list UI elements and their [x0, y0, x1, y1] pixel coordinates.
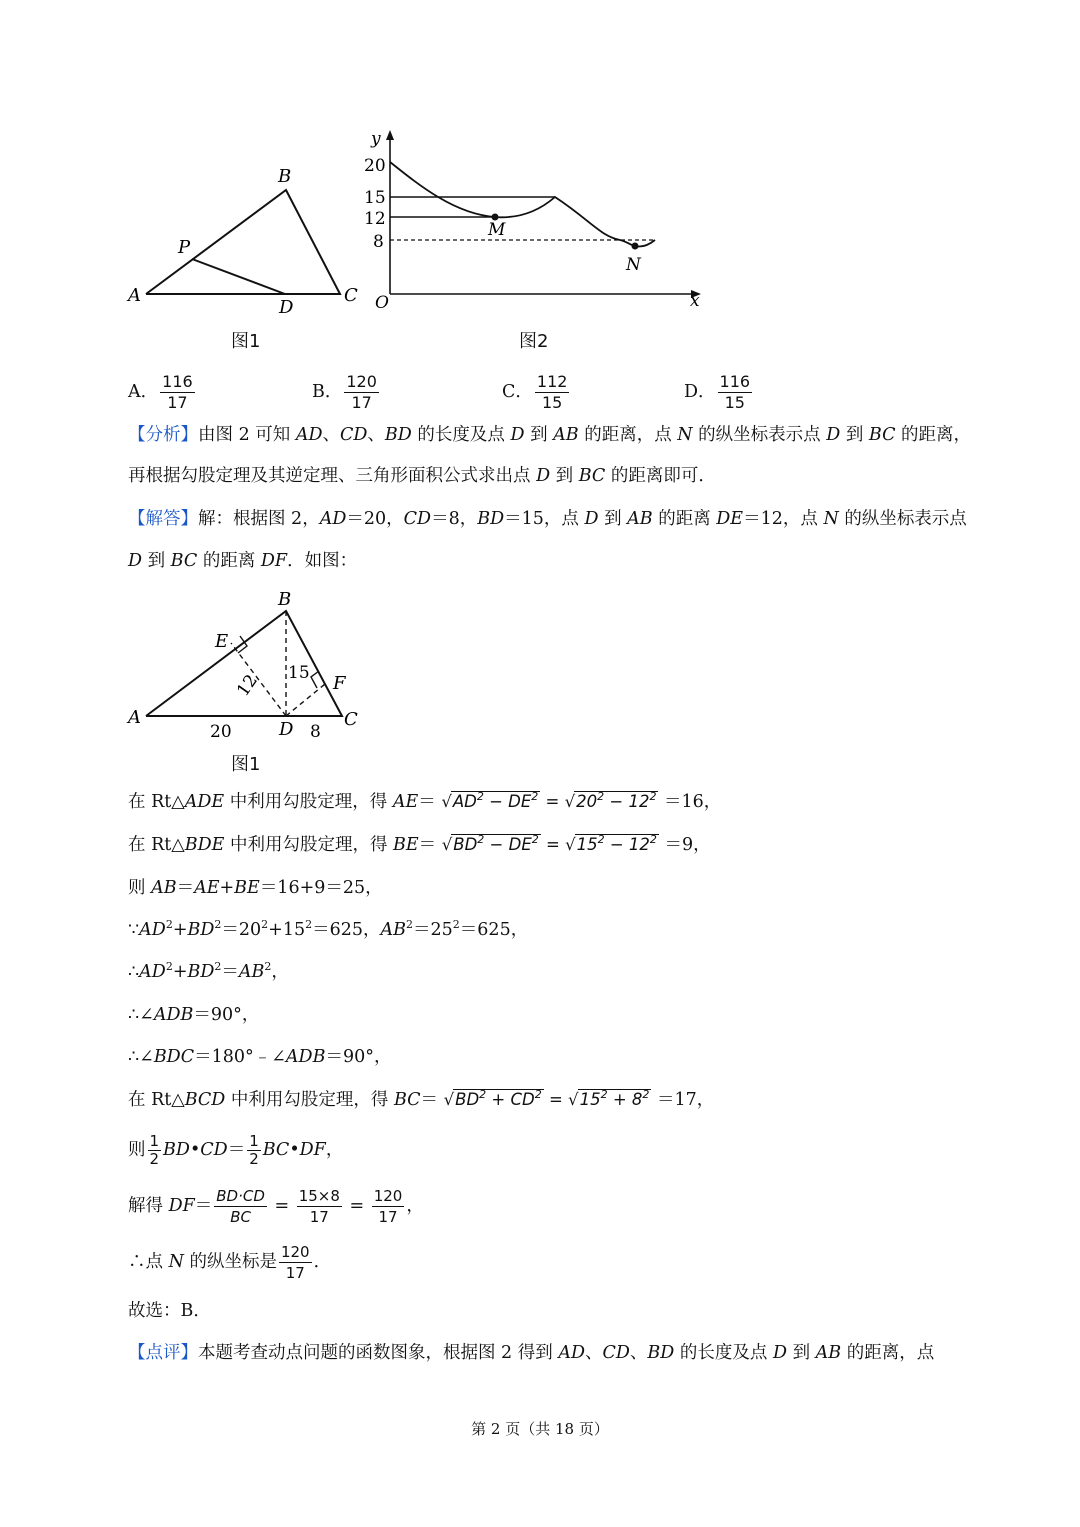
label-b: B	[278, 589, 292, 610]
tick-20: 20	[364, 156, 386, 176]
point-n	[632, 243, 639, 250]
page-footer: 第 2 页（共 18 页）	[471, 1420, 609, 1438]
review-paragraph: 【点评】本题考查动点问题的函数图象，根据图 2 得到 AD、CD、BD 的长度及点 D 到 AB 的距离，点	[128, 1343, 935, 1363]
x-axis-label: x	[690, 291, 700, 311]
origin-label: O	[375, 293, 389, 313]
step-bc: 在 Rt△BCD 中利用勾股定理，得 $BC= √BD^2 + CD^2 = √15^2 + 8^2 =17$，	[128, 1088, 715, 1110]
label-a: A	[128, 707, 141, 728]
option-c: C． $\frac{112}{15}$	[502, 372, 568, 412]
segment-pd	[192, 259, 285, 294]
solution-paragraph-line-1: 【解答】解：根据图 2，AD＝20，CD＝8，BD＝15，点 D 到 AB 的距离 DE＝12，点 N 的纵坐标表示点	[128, 509, 967, 529]
tick-15: 15	[364, 188, 386, 208]
option-a: A． $\frac{116}{17}$	[128, 372, 193, 412]
figure-1-caption: 图1	[231, 331, 261, 352]
length-bd: 15	[288, 663, 310, 683]
option-b: B． $\frac{120}{17}$	[312, 372, 377, 412]
solution-paragraph-line-2: D 到 BC 的距离 DF．如图：	[128, 551, 358, 571]
step-area: 则 $\frac{1}{2}$ BD•CD＝ $\frac{1}{2}$ BC•DF，	[128, 1132, 344, 1168]
label-c: C	[344, 709, 358, 730]
step-squares: $\because AD^2+BD^2=20^2+15^2=625$，$AB^2=25^2=625$，	[128, 918, 529, 940]
length-dc: 8	[310, 722, 321, 742]
right-angle-f	[311, 671, 319, 688]
figure-1-triangle	[120, 160, 370, 320]
label-f: F	[333, 673, 346, 694]
tick-8: 8	[373, 232, 384, 252]
step-answer: ∴点 N 的纵坐标是 $\frac{120}{17}$ ．	[128, 1243, 332, 1282]
analysis-paragraph-line-2: 再根据勾股定理及其逆定理、三角形面积公式求出点 D 到 BC 的距离即可．	[128, 466, 716, 486]
label-d: D	[279, 719, 294, 740]
figure-3-caption: 图1	[231, 754, 261, 775]
step-ae: 在 Rt△ADE 中利用勾股定理，得 $AE= √AD^2 - DE^2 = √20^2 - 12^2 =16$，	[128, 790, 722, 812]
analysis-tag: 【分析】	[128, 425, 198, 445]
label-p: P	[178, 237, 191, 258]
step-converse: $\therefore AD^2+BD^2=AB^2$，	[128, 960, 289, 982]
figure-2-graph	[360, 128, 705, 318]
review-tag: 【点评】	[128, 1343, 198, 1363]
y-axis-label: y	[371, 129, 381, 149]
label-c: C	[344, 285, 358, 306]
step-be: 在 Rt△BDE 中利用勾股定理，得 $BE= √BD^2 - DE^2 = √15^2 - 12^2 =9$，	[128, 833, 711, 855]
label-d: D	[279, 297, 294, 318]
label-e: E	[215, 631, 229, 652]
step-angle-adb: ∴∠ADB＝90°，	[128, 1005, 260, 1025]
label-m: M	[488, 220, 506, 240]
length-de: 12	[233, 671, 262, 701]
label-a: A	[128, 285, 141, 306]
tick-12: 12	[364, 209, 386, 229]
label-b: B	[278, 166, 292, 187]
step-df: 解得 DF＝ $\frac{BD\cdot CD}{BC}$ = $\frac{15\times 8}{17}$ = $\frac{120}{17}$ ，	[128, 1187, 424, 1226]
step-angle-bdc: ∴∠BDC＝180°﹣∠ADB＝90°，	[128, 1047, 392, 1067]
label-n: N	[626, 255, 641, 275]
conclusion: 故选：B．	[128, 1301, 211, 1321]
y-axis-arrow	[386, 130, 394, 140]
segment-df-dashed	[286, 684, 325, 716]
analysis-paragraph-line-1: 【分析】由图 2 可知 AD、CD、BD 的长度及点 D 到 AB 的距离，点 N 的纵坐标表示点 D 到 BC 的距离，	[128, 425, 972, 445]
length-ad: 20	[210, 722, 232, 742]
step-ab: 则 AB＝AE+BE＝16+9＝25，	[128, 878, 383, 898]
option-d: D． $\frac{116}{15}$	[684, 372, 751, 412]
figure-3-annotated-triangle	[120, 585, 370, 745]
figure-2-caption: 图2	[519, 331, 549, 352]
function-curve	[390, 162, 655, 247]
triangle-outline	[146, 611, 342, 716]
solution-tag: 【解答】	[128, 509, 198, 529]
